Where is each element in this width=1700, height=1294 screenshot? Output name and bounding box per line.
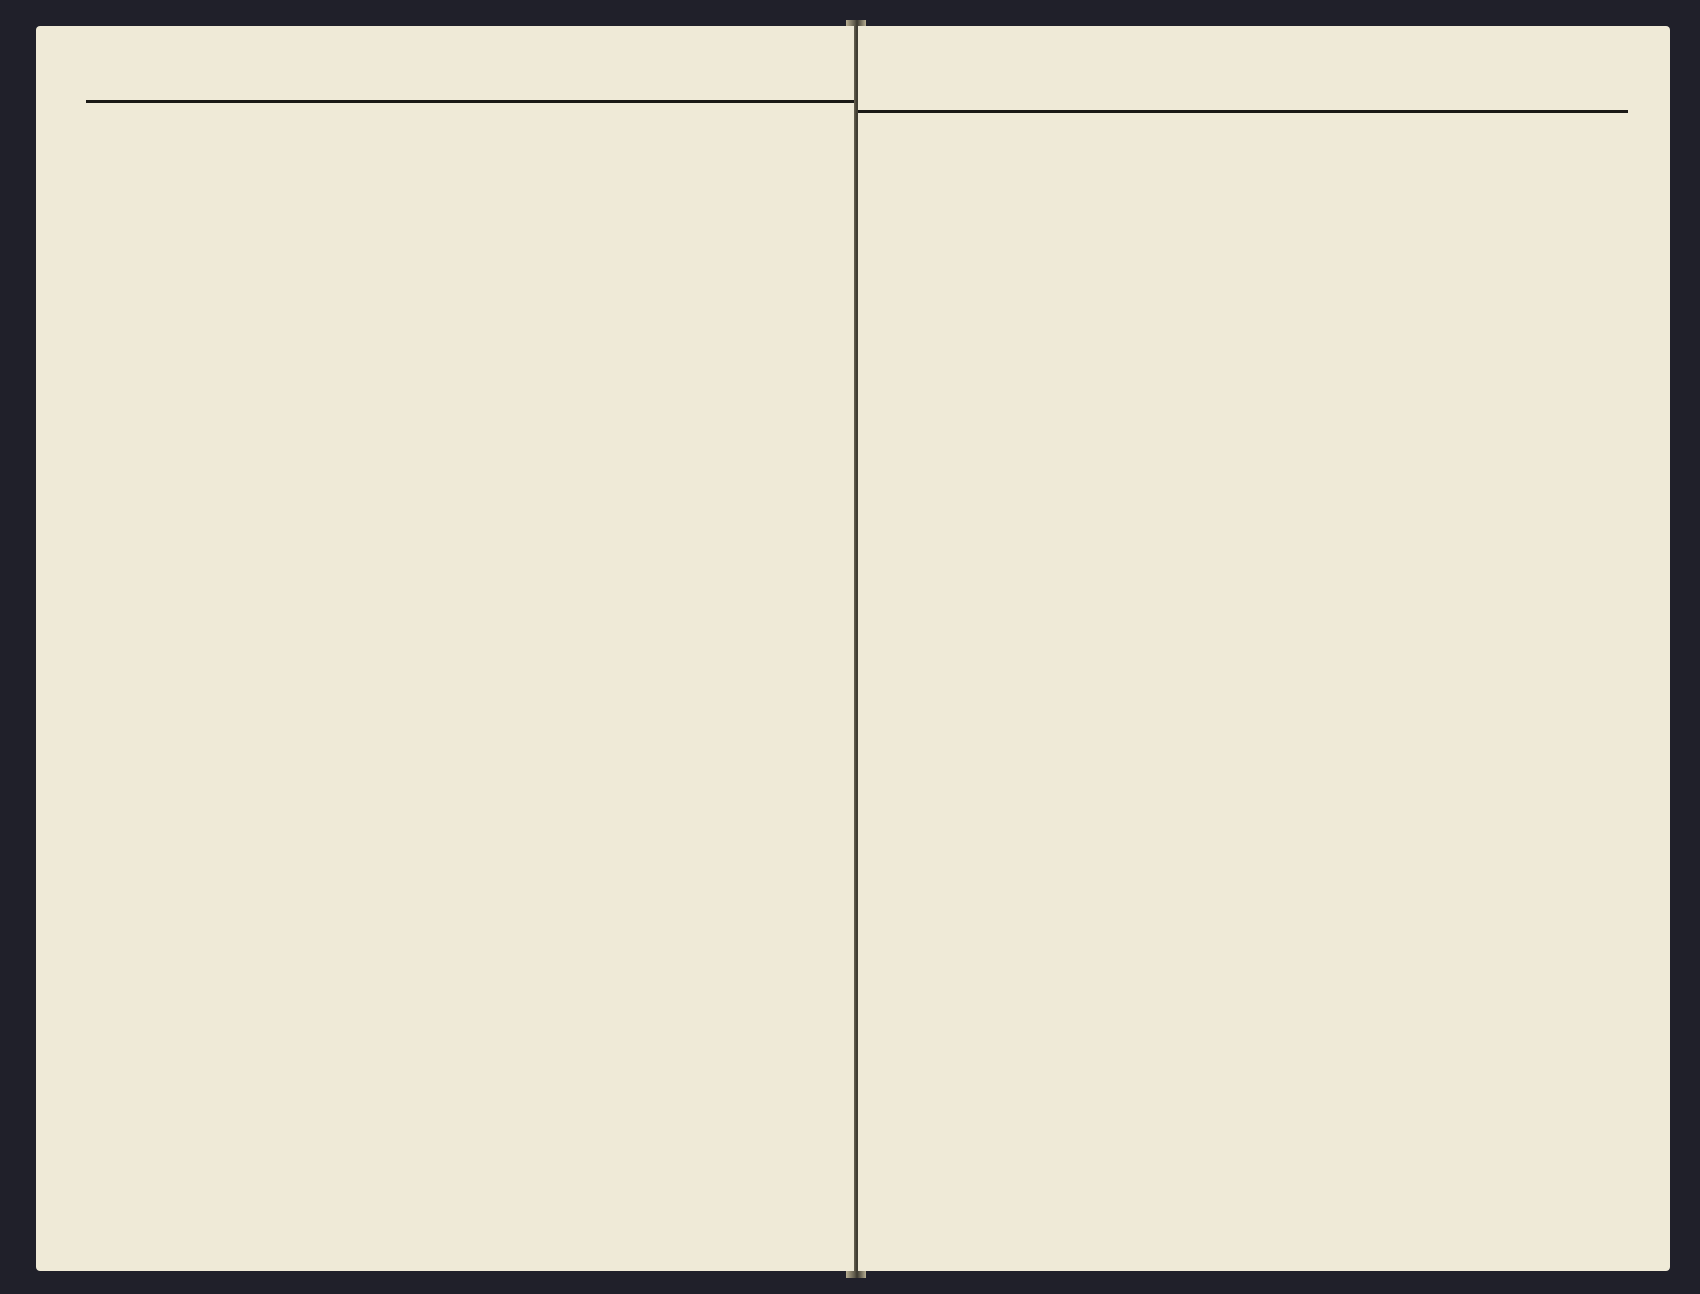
top-rule: [86, 100, 854, 103]
right-page: [858, 26, 1670, 1271]
left-page: [36, 26, 854, 1271]
top-rule-right: [858, 110, 1628, 113]
